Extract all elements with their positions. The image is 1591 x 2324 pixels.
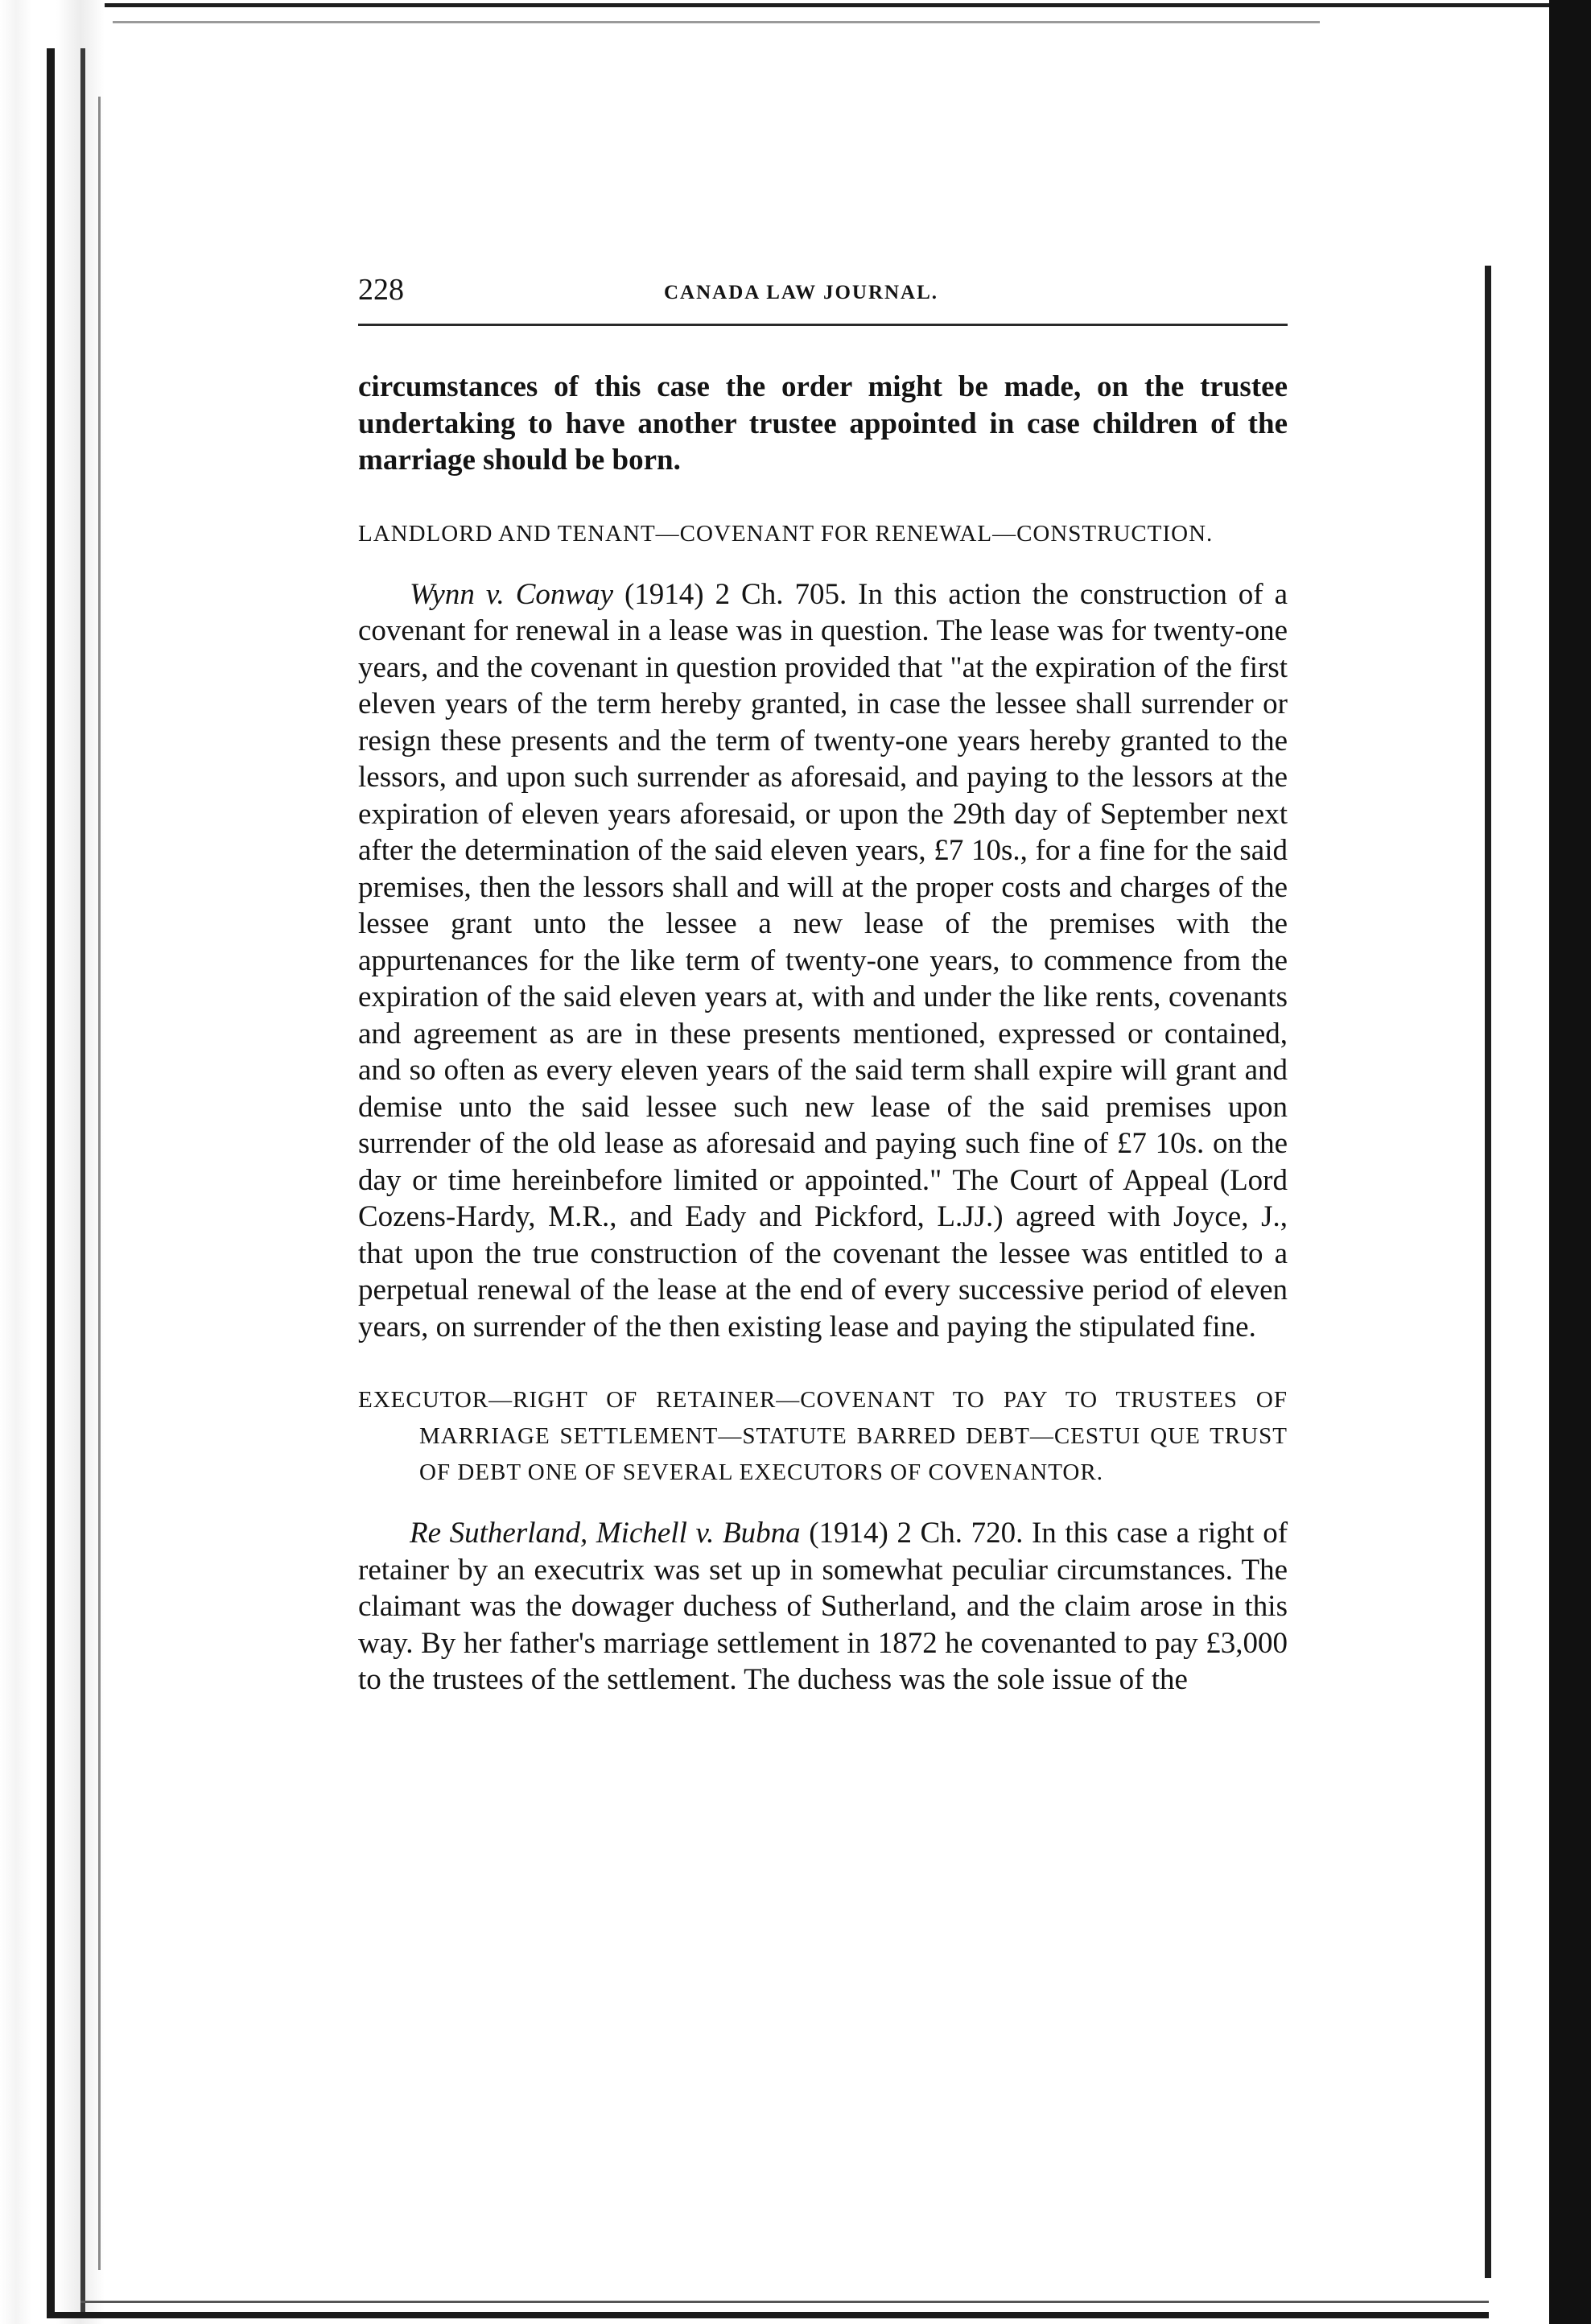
- scan-border-line: [80, 2301, 1489, 2303]
- case-name: Wynn v. Conway: [410, 577, 613, 611]
- scan-border-line: [1485, 266, 1491, 2278]
- case-paragraph-wynn-v-conway: [358, 576, 1288, 1346]
- case-name: Re Sutherland, Michell v. Bubna: [410, 1517, 801, 1550]
- page-number: 228: [358, 273, 404, 307]
- case-citation: (1914) 2 Ch. 705.: [624, 577, 847, 611]
- section-heading-executor: EXECUTOR—RIGHT OF RETAINER—COVENANT TO PAY TO TRUSTEES OF MARRIAGE SETTLEMENT—STATUTE BARRED DEBT—CESTUI QUE TRUST OF DEBT ONE OF SEVERAL EXECUTORS OF COVENANTOR.: [358, 1387, 1288, 1485]
- scan-border-line: [48, 2312, 1489, 2318]
- section-heading-landlord-tenant: LANDLORD AND TENANT—COVENANT FOR RENEWAL—CONSTRUCTION.: [358, 520, 1214, 547]
- journal-page: [358, 266, 1288, 1699]
- scan-border-line: [105, 3, 1553, 7]
- case-text: In this action the construction of a covenant for renewal in a lease was in question. The lease was for twenty-one years, and the covenant in question provided that "at the expiration of the first eleven years of the term hereby granted, in case the lessee shall surrender or resign these presents and the term of twenty-one years hereby granted to the lessors, and upon such surrender as aforesaid, and paying to the lessors at the expiration of eleven years aforesaid, or upon the 29th day of September next after the determination of the said eleven years, £7 10s., for a fine for the said premises, then the lessors shall and will at the proper costs and charges of the lessee grant unto the lessee a new lease of the premises with the appurtenances for the like term of twenty-one years, to commence from the expiration of the said eleven years at, with and under the like rents, covenants and agreement as are in these presents mentioned, expressed or contained, and so often as every eleven years of the said term shall expire will grant and demise unto the said lessee such new lease of the said premises upon surrender of the old lease as aforesaid and paying such fine of £7 10s. on the day or time hereinbefore limited or appointed." The Court of Appeal (Lord Cozens-Hardy, M.R., and Eady and Pickford, L.JJ.) agreed with Joyce, J., that upon the true construction of the covenant the lessee was entitled to a perpetual renewal of the lease at the end of every successive period of eleven years, on surrender of the then existing lease and paying the stipulated fine.: [358, 577, 1288, 1344]
- scan-border-line: [113, 21, 1320, 23]
- continuation-paragraph: circumstances of this case the order might be made, on the trustee undertaking to have another trustee appointed in case children of the marriage should be born.: [358, 370, 1288, 477]
- header-rule: [358, 324, 1288, 326]
- page-header: [358, 266, 1288, 322]
- scan-border-line: [98, 97, 101, 2270]
- scan-left-edge: [0, 0, 121, 2324]
- case-citation: (1914) 2 Ch. 720.: [809, 1517, 1024, 1550]
- case-text: In this case a right of retainer by an executrix was set up in somewhat peculiar circumstances. The claimant was the dowager duchess of Sutherland, and the claim arose in this way. By her father's marriage settlement in 1872 he covenanted to pay £3,000 to the trustees of the settlement. The duchess was the sole issue of the: [358, 1517, 1288, 1696]
- scan-border-line: [47, 48, 55, 2318]
- scan-border-line: [80, 48, 85, 2318]
- running-head: CANADA LAW JOURNAL.: [664, 282, 939, 303]
- page-body: [358, 369, 1288, 1699]
- scan-right-edge: [1549, 0, 1591, 2324]
- case-paragraph-re-sutherland: [358, 1515, 1288, 1699]
